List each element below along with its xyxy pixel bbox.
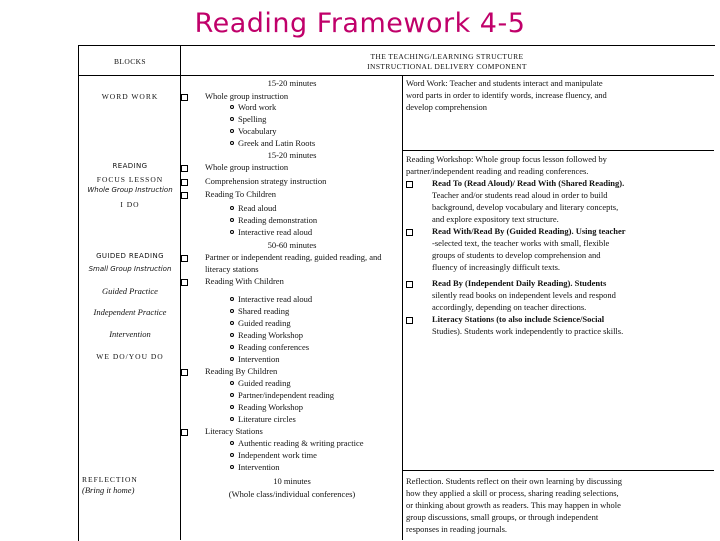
reflection-description: how they applied a skill or process, sharing reading selections, [406, 488, 619, 498]
checkbox-bullet-icon [181, 255, 188, 262]
guided-item-3: Reading By Children [205, 366, 278, 376]
circle-bullet-icon [230, 105, 234, 109]
read-to-description: background, develop vocabulary and literary concepts, [432, 202, 619, 212]
circle-bullet-icon [230, 405, 234, 409]
block-word-work: WORD WORK [101, 92, 159, 101]
slide-title: Reading Framework 4-5 [194, 8, 526, 39]
guided-sub: Interactive read aloud [238, 294, 313, 304]
read-to-description: and explore expository text structure. [432, 214, 559, 224]
row-divider-reflection [402, 470, 714, 471]
word-work-sub: Spelling [238, 114, 267, 124]
block-independent-practice: Independent Practice [93, 307, 167, 317]
circle-bullet-icon [230, 333, 234, 337]
checkbox-bullet-icon [406, 229, 413, 236]
word-work-sub: Greek and Latin Roots [238, 138, 316, 148]
block-reflection-subtitle: (Bring it home) [82, 485, 135, 495]
circle-bullet-icon [230, 141, 234, 145]
reading-item: Comprehension strategy instruction [205, 176, 327, 186]
word-work-item: Whole group instruction [205, 91, 289, 101]
block-whole-group-instruction: Whole Group Instruction [87, 186, 173, 194]
guided-sub: Reading conferences [238, 342, 310, 352]
read-with-description: -selected text, the teacher works with small, flexible [432, 238, 610, 248]
circle-bullet-icon [230, 417, 234, 421]
circle-bullet-icon [230, 309, 234, 313]
word-work-minutes: 15-20 minutes [267, 78, 317, 88]
word-work-description: develop comprehension [406, 102, 487, 112]
checkbox-bullet-icon [181, 192, 188, 199]
guided-minutes: 50-60 minutes [267, 240, 317, 250]
column-divider-1 [180, 45, 181, 540]
circle-bullet-icon [230, 206, 234, 210]
read-by-description: silently read books on independent levels and respond [432, 290, 616, 300]
word-work-description: word parts in order to identify words, increase fluency, and [406, 90, 607, 100]
reflection-description: responses in reading journals. [406, 524, 508, 534]
block-guided-reading: GUIDED READING [96, 252, 164, 260]
block-focus-lesson: FOCUS LESSON [96, 175, 164, 184]
guided-sub: Literature circles [238, 414, 296, 424]
read-to-description: Read To (Read Aloud)/ Read With (Shared Reading). [432, 178, 625, 188]
checkbox-bullet-icon [181, 94, 188, 101]
read-with-description: Read With/Read By (Guided Reading). Using teacher [432, 226, 626, 236]
circle-bullet-icon [230, 230, 234, 234]
guided-sub: Independent work time [238, 450, 317, 460]
guided-item-1-line-1: Partner or independent reading, guided reading, and [205, 252, 382, 262]
row-divider-word-work [402, 150, 714, 151]
guided-sub: Intervention [238, 354, 280, 364]
circle-bullet-icon [230, 297, 234, 301]
guided-item-2: Reading With Children [205, 276, 284, 286]
circle-bullet-icon [230, 465, 234, 469]
guided-sub: Reading Workshop [238, 402, 304, 412]
read-by-description: accordingly, depending on teacher directions. [432, 302, 587, 312]
block-reflection: REFLECTION [82, 475, 138, 484]
header-divider [78, 75, 714, 76]
word-work-description: Word Work: Teacher and students interact and manipulate [406, 78, 603, 88]
read-by-description: Read By (Independent Daily Reading). Students [432, 278, 607, 288]
reading-sub: Read aloud [238, 203, 277, 213]
circle-bullet-icon [230, 357, 234, 361]
checkbox-bullet-icon [406, 281, 413, 288]
checkbox-bullet-icon [406, 317, 413, 324]
guided-sub: Reading Workshop [238, 330, 304, 340]
block-reading: READING [112, 162, 148, 170]
circle-bullet-icon [230, 381, 234, 385]
guided-sub: Guided reading [238, 318, 291, 328]
circle-bullet-icon [230, 321, 234, 325]
circle-bullet-icon [230, 129, 234, 133]
guided-sub: Shared reading [238, 306, 290, 316]
circle-bullet-icon [230, 393, 234, 397]
checkbox-bullet-icon [181, 279, 188, 286]
guided-sub: Guided reading [238, 378, 291, 388]
header-blocks: BLOCKS [114, 57, 146, 66]
block-we-do-you-do: WE DO/YOU DO [96, 352, 164, 361]
reading-item: Whole group instruction [205, 162, 289, 172]
checkbox-bullet-icon [181, 179, 188, 186]
guided-item-1-line-2: literacy stations [205, 264, 259, 274]
block-guided-practice: Guided Practice [102, 286, 158, 296]
reflection-note: (Whole class/individual conferences) [228, 489, 356, 499]
guided-item-4: Literacy Stations [205, 426, 263, 436]
checkbox-bullet-icon [181, 165, 188, 172]
read-with-description: fluency of increasingly difficult texts. [432, 262, 561, 272]
reading-sub: Reading demonstration [238, 215, 318, 225]
word-work-sub: Word work [238, 102, 277, 112]
header-structure-line-2: INSTRUCTIONAL DELIVERY COMPONENT [367, 62, 527, 71]
reading-workshop-description: Reading Workshop: Whole group focus lesson followed by [406, 154, 607, 164]
word-work-sub: Vocabulary [238, 126, 277, 136]
block-i-do: I DO [120, 200, 140, 209]
reading-minutes: 15-20 minutes [267, 150, 317, 160]
circle-bullet-icon [230, 345, 234, 349]
reflection-minutes: 10 minutes [273, 476, 311, 486]
reading-item: Reading To Children [205, 189, 277, 199]
reflection-description: or thinking about growth as readers. This may happen in whole [406, 500, 621, 510]
checkbox-bullet-icon [181, 369, 188, 376]
block-intervention: Intervention [109, 329, 151, 339]
guided-sub: Intervention [238, 462, 280, 472]
literacy-stations-description: Literacy Stations (to also include Science/Social [432, 314, 605, 324]
checkbox-bullet-icon [181, 429, 188, 436]
literacy-stations-description: Studies). Students work independently to practice skills. [432, 326, 624, 336]
checkbox-bullet-icon [406, 181, 413, 188]
circle-bullet-icon [230, 117, 234, 121]
reflection-description: Reflection. Students reflect on their own learning by discussing [406, 476, 622, 486]
reflection-description: group discussions, small groups, or through independent [406, 512, 599, 522]
reading-workshop-description: partner/independent reading and reading conferences. [406, 166, 589, 176]
read-to-description: Teacher and/or students read aloud in order to build [432, 190, 608, 200]
reading-sub: Interactive read aloud [238, 227, 313, 237]
guided-sub: Partner/independent reading [238, 390, 335, 400]
header-structure-line-1: THE TEACHING/LEARNING STRUCTURE [370, 52, 524, 61]
block-small-group-instruction: Small Group Instruction [88, 265, 172, 273]
read-with-description: groups of students to develop comprehension and [432, 250, 601, 260]
circle-bullet-icon [230, 441, 234, 445]
guided-sub: Authentic reading & writing practice [238, 438, 364, 448]
circle-bullet-icon [230, 218, 234, 222]
circle-bullet-icon [230, 453, 234, 457]
